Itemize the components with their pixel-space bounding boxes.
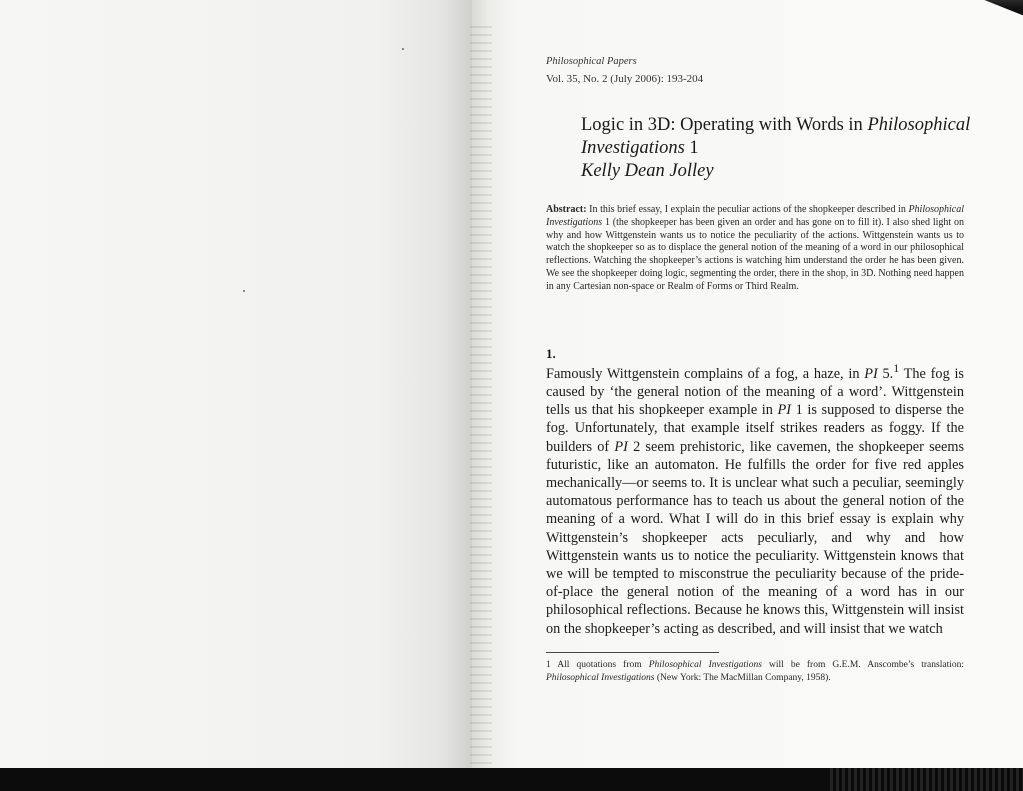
page-stack-edge [830, 768, 1023, 791]
author-name: Kelly Dean Jolley [581, 161, 714, 181]
title-italic: Philosophical Investigations [581, 115, 971, 158]
title-main: Logic in 3D: Operating with Words in [581, 115, 868, 135]
footnote-italic-1: Philosophical Investigations [648, 660, 762, 670]
body-text-3: The fog is caused by ‘the general notion of the meaning of a word’. Wittgenstein tells us that his shopkeeper example in [546, 365, 964, 419]
body-text-2: 5. [877, 365, 894, 382]
volume-info: Vol. 35, No. 2 (July 2006): 193-204 [546, 73, 704, 85]
body-text-1: Famously Wittgenstein complains of a fog, a haze, in [546, 365, 865, 382]
body-text-4: 1 is supposed to disperse the fog. Unfortunately, that example itself strikes readers as foggy. If the builders of [546, 402, 965, 455]
body-pi-3: PI [614, 438, 628, 455]
abstract-text-1: In this brief essay, I explain the peculiar actions of the shopkeeper described in [586, 204, 909, 215]
dust-speck [243, 290, 245, 292]
footnote-text-2: will be from G.E.M. Anscombe’s translation: [761, 660, 964, 670]
journal-name: Philosophical Papers [546, 56, 637, 67]
footnote [546, 659, 964, 684]
dust-speck [402, 48, 404, 50]
title-number: 1 [684, 138, 699, 158]
footnote-text-3: (New York: The MacMillan Company, 1958). [654, 672, 831, 683]
book-gutter [470, 20, 492, 770]
footnote-italic-2: Philosophical Investigations [546, 672, 655, 683]
footnote-rule [546, 652, 719, 653]
footnote-ref: 1 [893, 361, 900, 375]
left-page-blank [0, 0, 472, 768]
body-text-5: 2 seem prehistoric, like cavemen, the shopkeeper seems futuristic, like an automaton. He fulfills the order for five red apples mechanically—or seems to. It is unclear what such a peculiar, seemingly automatous performance has to teach us about the general notion of the meaning of a word. What I will do in this brief essay is explain why Wittgenstein’s shopkeeper acts peculiarly, and why and how Wittgenstein wants us to notice the peculiarity. Wittgenstein knows that we will be tempted to misconstrue the peculiarity because of the pride-of-place the general notion of the meaning of a word has in our philosophical reflections. Because he knows this, Wittgenstein will insist on the shopkeeper’s acting as described, and will insist that we watch [546, 438, 965, 637]
body-pi-1: PI [864, 365, 878, 382]
article-title [581, 114, 981, 183]
abstract [546, 204, 964, 294]
body-pi-2: PI [777, 402, 792, 419]
footnote-text-1: 1 All quotations from [546, 660, 649, 670]
abstract-label: Abstract: [546, 204, 587, 215]
section-number: 1. [546, 346, 556, 361]
abstract-italic: Philosophical Investigations [546, 204, 964, 228]
abstract-text-2: 1 (the shopkeeper has been given an order and has gone on to fill it). I also shed light on why and how Wittgenstein wants us to notice the peculiarity of the actions. Wittgenstein wants us to watch the shopkeeper so as to displace the general notion of the meaning of a word in our philosophical reflections. Watching the shopkeeper’s actions is watching him understand the order he has been given. We see the shopkeeper doing logic, segmenting the order, there in the shop, in 3D. Nothing need happen in any Cartesian non-space or Realm of Forms or Third Realm. [546, 216, 964, 292]
body-paragraph [546, 359, 964, 638]
